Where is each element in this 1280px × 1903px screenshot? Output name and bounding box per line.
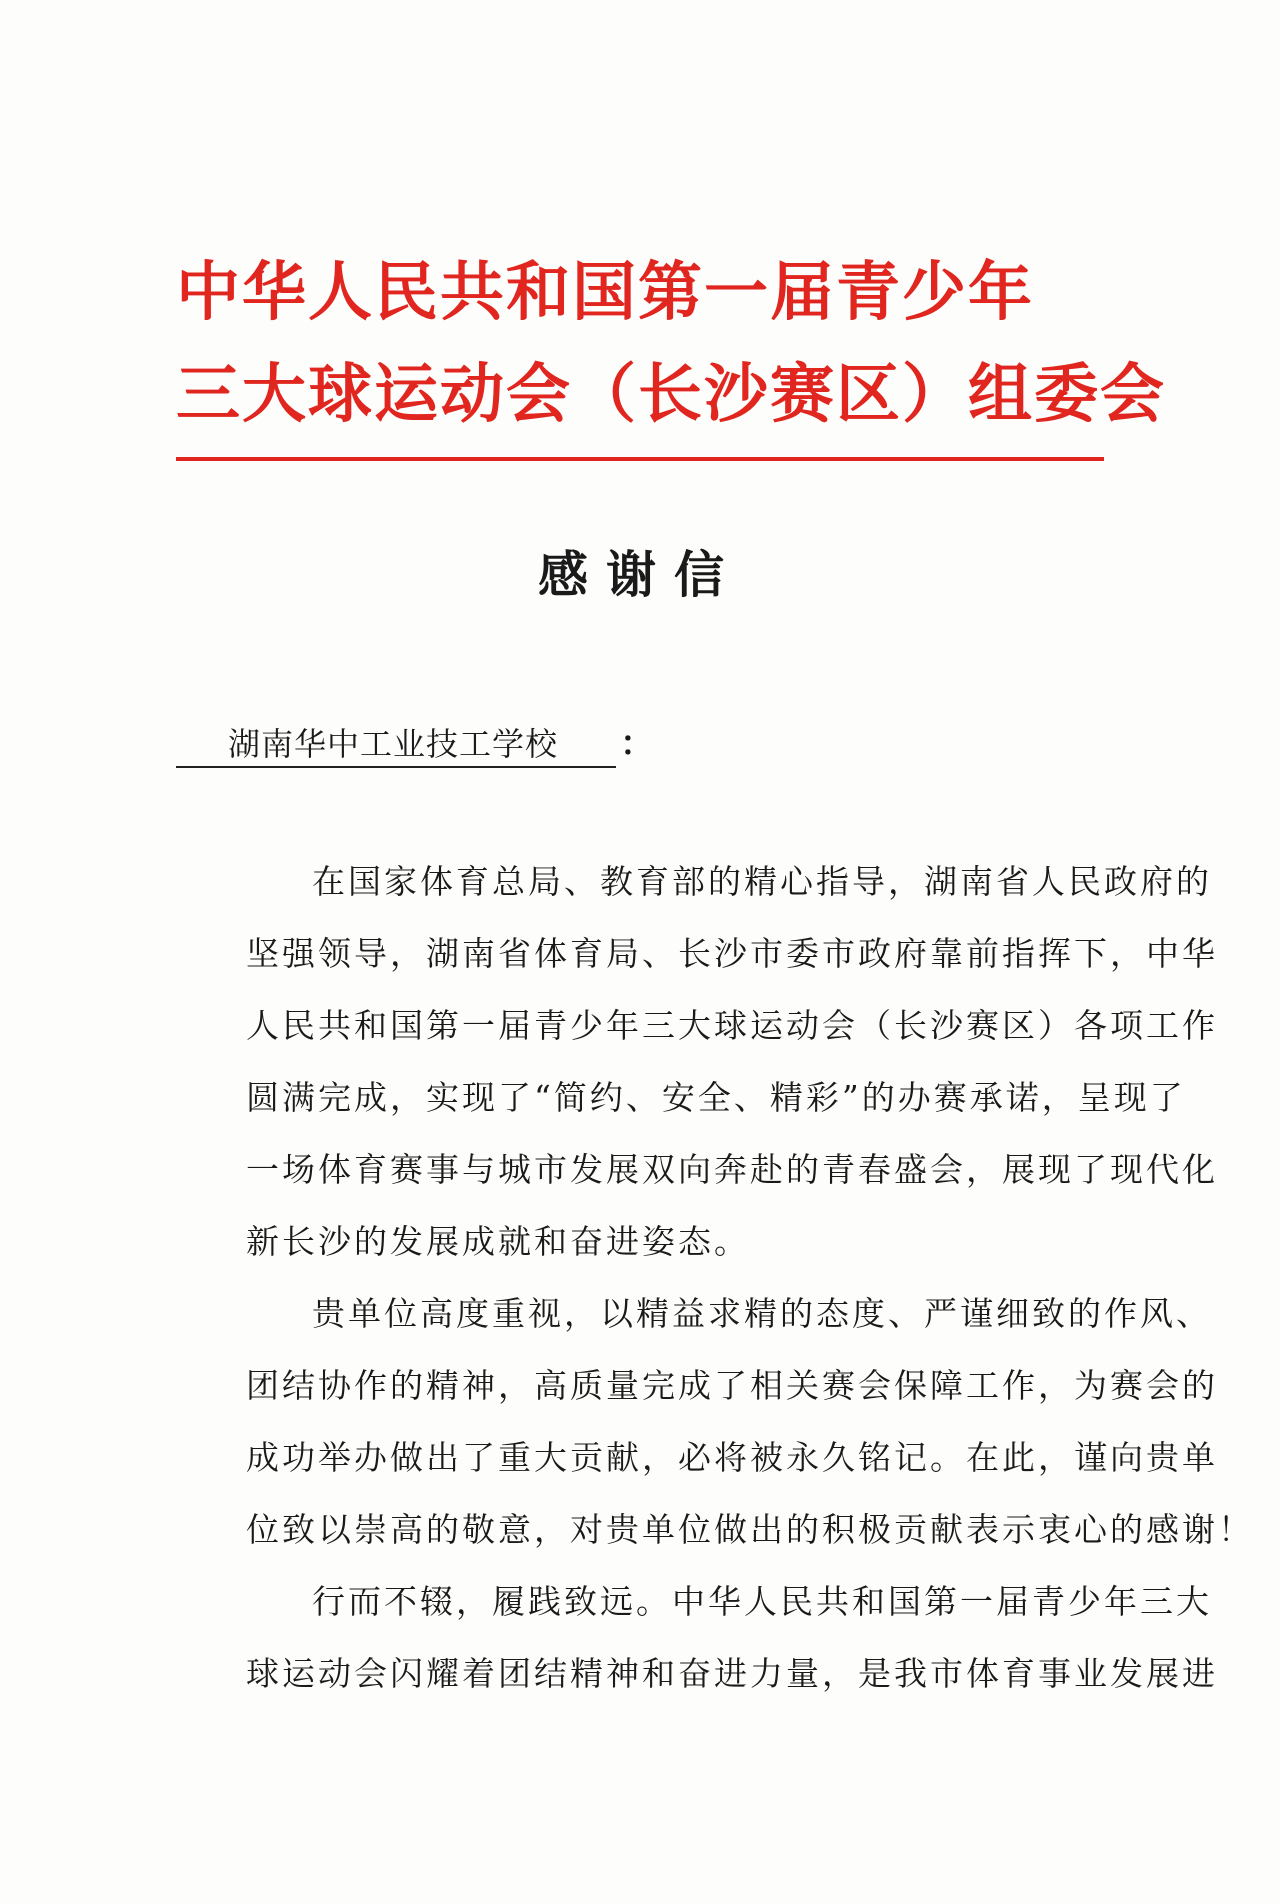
body-line: 人民共和国第一届青少年三大球运动会（长沙赛区）各项工作 bbox=[246, 1006, 1218, 1045]
body-line: 行而不辍，履践致远。中华人民共和国第一届青少年三大 bbox=[312, 1582, 1212, 1621]
letter-title: 感谢信 bbox=[538, 546, 742, 604]
org-header-line-2: 三大球运动会（长沙赛区）组委会 bbox=[176, 357, 1166, 432]
letter-body bbox=[180, 846, 1254, 1710]
body-line: 在国家体育总局、教育部的精心指导，湖南省人民政府的 bbox=[312, 862, 1212, 901]
recipient-colon: ： bbox=[620, 724, 654, 764]
body-line: 位致以崇高的敬意，对贵单位做出的积极贡献表示衷心的感谢！ bbox=[246, 1510, 1254, 1549]
paragraph-2 bbox=[180, 1278, 1254, 1566]
body-line: 贵单位高度重视，以精益求精的态度、严谨细致的作风、 bbox=[312, 1294, 1212, 1333]
body-line: 成功举办做出了重大贡献，必将被永久铭记。在此，谨向贵单 bbox=[246, 1438, 1218, 1477]
body-line: 坚强领导，湖南省体育局、长沙市委市政府靠前指挥下，中华 bbox=[246, 934, 1218, 973]
body-line: 一场体育赛事与城市发展双向奔赴的青春盛会，展现了现代化 bbox=[246, 1150, 1218, 1189]
recipient-name: 湖南华中工业技工学校 bbox=[228, 725, 559, 763]
red-divider bbox=[176, 457, 1104, 461]
body-line: 球运动会闪耀着团结精神和奋进力量，是我市体育事业发展进 bbox=[246, 1654, 1218, 1693]
org-header-line-1: 中华人民共和国第一届青少年 bbox=[176, 255, 1034, 330]
body-line: 团结协作的精神，高质量完成了相关赛会保障工作，为赛会的 bbox=[246, 1366, 1218, 1405]
body-line: 新长沙的发展成就和奋进姿态。 bbox=[246, 1222, 750, 1261]
paragraph-3 bbox=[180, 1566, 1218, 1710]
body-line: 圆满完成，实现了“简约、安全、精彩”的办赛承诺，呈现了 bbox=[246, 1078, 1186, 1117]
paragraph-1 bbox=[180, 846, 1218, 1278]
